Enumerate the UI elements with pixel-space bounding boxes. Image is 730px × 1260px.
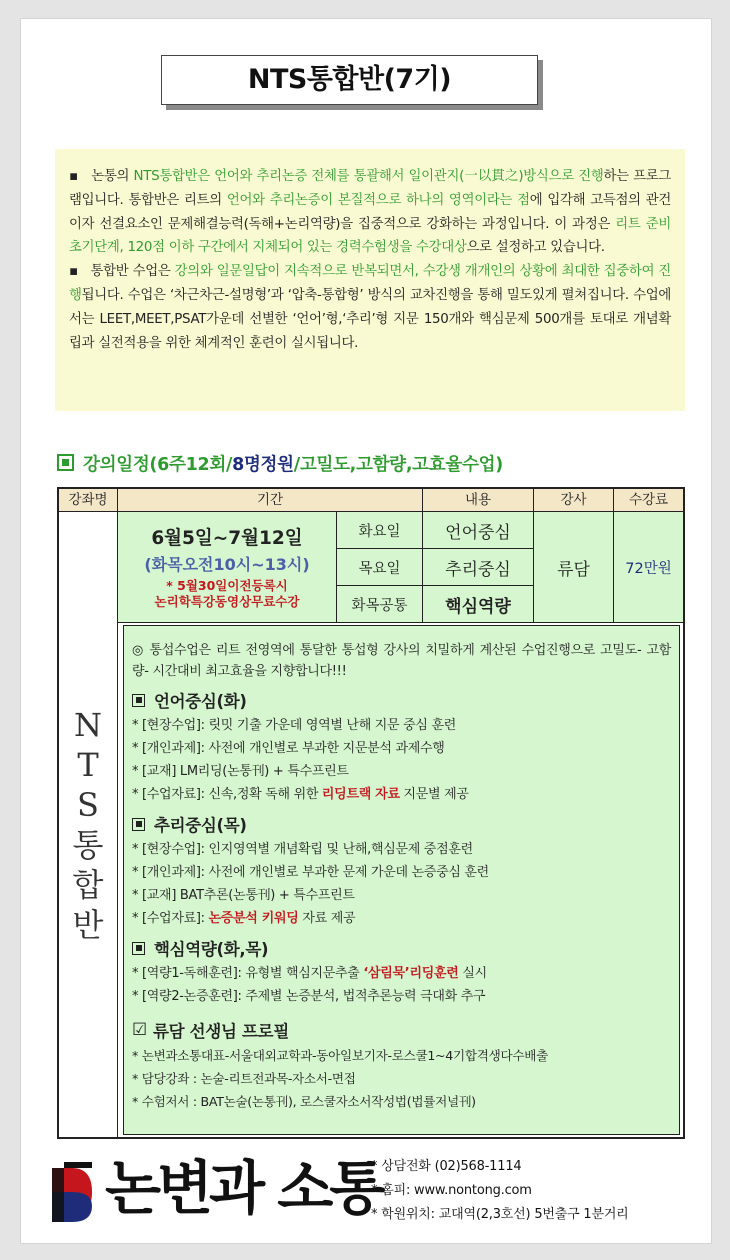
bullet-icon: ▪ [69,264,78,280]
schedule-table [57,487,685,1139]
highlight-text: 강의와 일문일답이 지속적으로 반복되면서, 수강생 개개인의 상황에 최대한 집중하여 진행 [69,264,672,303]
section-profile: ☑ 류담 선생님 프로필 [132,1020,289,1041]
list-item: * [현장수업]: 릿밋 기출 가운데 영역별 난해 지문 중심 훈련 [132,718,456,733]
list-item: * [교재] BAT추론(논통刊) + 특수프린트 [132,888,355,903]
list-item: * [현장수업]: 인지영역별 개념확립 및 난해,핵심문제 중점훈련 [132,842,473,857]
day-cell-3: 화목공통 [337,586,423,623]
course-name: NTS통합반 [72,705,104,944]
checkbox-icon: ☑ [132,1020,147,1040]
list-item: * 수험저서 : BAT논술(논통刊), 로스쿨자소서작성법(법률저널刊) [132,1094,476,1109]
list-item: * 논변과소통대표-서울대외교학과-동아일보기자-로스쿨1~4기합격생다수배출 [132,1048,548,1063]
course-name-cell [59,512,118,1137]
schedule-heading: 강의일정(6주12회/8명정원/고밀도,고함량,고효율수업) [57,451,503,476]
instructor-cell: 류담 [534,512,614,623]
header-content: 내용 [423,489,534,512]
contact-phone: * 상담전화 (02)568-1114 [371,1159,522,1174]
logo-text: 논변과 소통 [105,1154,382,1222]
list-item: * 담당강좌 : 논술-리트전과목-자소서-면접 [132,1071,356,1086]
bullet-icon: ▪ [69,169,79,184]
square-bullet-icon [57,454,74,471]
footer [51,1141,691,1241]
intro-box [55,149,685,411]
contact-homepage: * 홈피: www.nontong.com [371,1183,532,1198]
header-instructor: 강사 [534,489,614,512]
list-item: * [개인과제]: 사전에 개인별로 부과한 문제 가운데 논증중심 훈련 [132,865,489,880]
day-cell-2: 목요일 [337,549,423,586]
square-bullet-icon [132,818,145,831]
square-bullet-icon [132,942,145,955]
detail-lead: ◎ 통섭수업은 리트 전영역에 통달한 통섭형 강사의 치밀하게 계산된 수업진행으로 고밀도- 고함량- 시간대비 최고효율을 지향합니다!!! [132,643,671,679]
list-item: * [교재] LM리딩(논통刊) + 특수프린트 [132,764,349,779]
intro-paragraph-2: ▪ 통합반 수업은 강의와 일문일답이 지속적으로 반복되면서, 수강생 개개인의 상황에 최대한 집중하여 진행됩니다. 수업은 ‘차근차근-설명형’과 ‘압축-통합형’ 방식의 교차진행을 통해 밀도있게 펼쳐집니다. 수업에서는 LEET,MEET,PSAT가운데 선별한 ‘언어’형,‘추리’형 지문 150개와 핵심문제 500개를 토대로 개념확립과 실전적용을 위한 체계적인 훈련이 실시됩니다. [69,264,672,351]
intro-paragraph-1: ▪ 논통의 NTS통합반은 언어와 추리논증 전체를 통괄해서 일이관지(一以貫之)방식으로 진행하는 프로그램입니다. 통합반은 리트의 언어와 추리논증이 본질적으로 하나의 영역이라는 점에 입각해 고득점의 관건이자 선결요소인 문제해결능력(독해+논리역량)을 집중적으로 강화하는 과정입니다. 이 과정은 리트 준비 초기단계, 120점 이하 구간에서 지체되어 있는 경력수험생을 수강대상으로 설정하고 있습니다. [69,169,671,256]
period-time: (화목오전10시~13시) [144,555,310,574]
section-language: 언어중심(화) [132,688,671,712]
period-note: * 5월30일이전등록시 논리학특강동영상무료수강 [154,578,300,609]
period-cell [118,512,337,623]
list-item: * [개인과제]: 사전에 개인별로 부과한 지문분석 과제수행 [132,741,445,756]
highlight-text: NTS통합반은 언어와 추리논증 전체를 통괄해서 일이관지(一以貫之)방식으로 진행 [133,169,604,184]
day-cell-1: 화요일 [337,512,423,549]
highlight-text: 리트 준비 초기단계, 120점 이하 구간에서 지체되어 있는 경력수험생을 수강대상 [69,216,671,256]
contact-info [371,1155,629,1227]
fee-cell: 72만원 [614,512,683,623]
document-page [20,18,712,1244]
header-period: 기간 [118,489,423,512]
subject-cell-1: 언어중심 [423,512,534,549]
contact-location: * 학원위치: 교대역(2,3호선) 5번출구 1분거리 [371,1207,629,1222]
section-core: 핵심역량(화,목) [132,936,671,960]
list-item: * [역량1-독해훈련]: 유형별 핵심지문추출 ‘삼림묵’리딩훈련 실시 [132,966,487,981]
period-dates: 6월5일~7월12일 [151,528,303,549]
logo-icon [52,1162,92,1222]
subject-cell-3: 핵심역량 [423,586,534,623]
highlight-text: 언어와 추리논증이 본질적으로 하나의 영역이라는 점 [226,192,530,208]
list-item: * [수업자료]: 논증분석 키워딩 자료 제공 [132,911,356,926]
list-item: * [역량2-논증훈련]: 주제별 논증분석, 법적추론능력 극대화 추구 [132,989,486,1004]
list-item: * [수업자료]: 신속,정확 독해 위한 리딩트랙 자료 지문별 제공 [132,787,469,802]
section-reasoning: 추리중심(목) [132,812,671,836]
course-detail-panel [123,625,680,1135]
header-course: 강좌명 [59,489,118,512]
page-title: NTS통합반(7기) [161,55,538,105]
header-fee: 수강료 [614,489,683,512]
square-bullet-icon [132,694,145,707]
subject-cell-2: 추리중심 [423,549,534,586]
